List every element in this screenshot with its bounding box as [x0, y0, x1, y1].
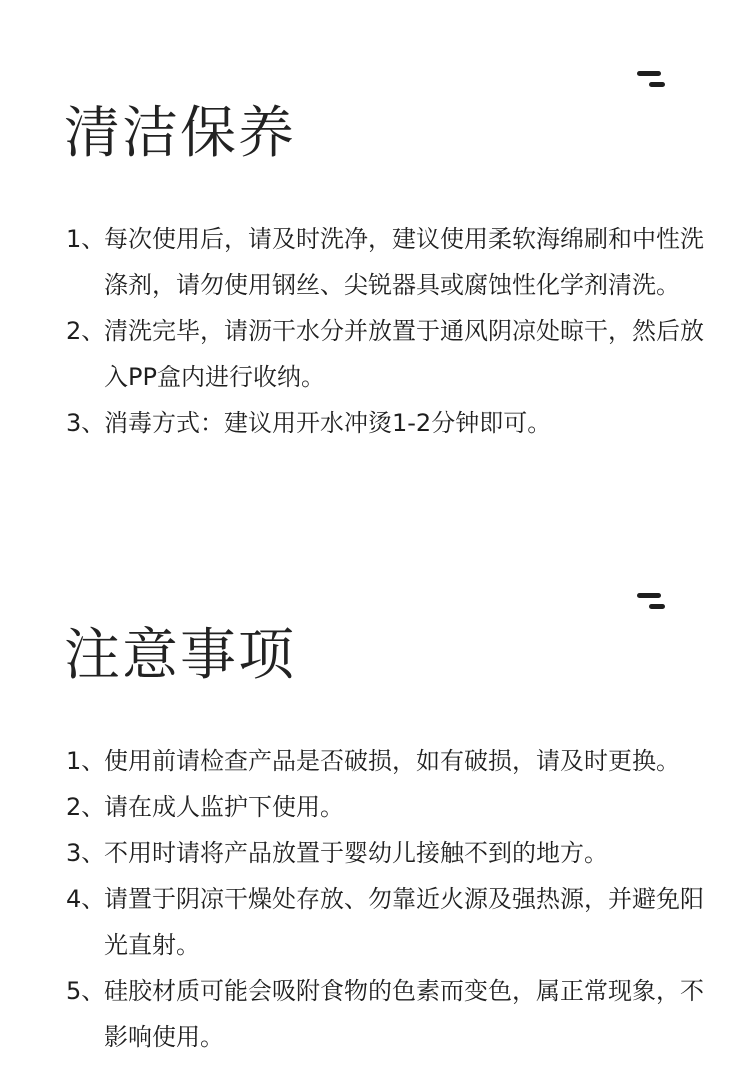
notes-item-text: 硅胶材质可能会吸附食物的色素而变色，属正常现象，不影响使用。 — [104, 977, 704, 1051]
notes-item-text: 请在成人监护下使用。 — [104, 793, 344, 821]
care-item-number: 3、 — [66, 409, 106, 437]
notes-list — [66, 738, 726, 1060]
menu-icon-bar-bottom — [649, 604, 665, 609]
care-item-1 — [66, 216, 726, 308]
menu-icon-bar-top — [637, 71, 661, 76]
notes-item-number: 5、 — [66, 977, 106, 1005]
menu-icon — [637, 592, 665, 614]
menu-icon-bar-top — [637, 593, 661, 598]
notes-item-2 — [66, 784, 726, 830]
care-item-text: 每次使用后，请及时洗净，建议使用柔软海绵刷和中性洗涤剂，请勿使用钢丝、尖锐器具或腐蚀性化学剂清洗。 — [104, 225, 704, 299]
notes-item-4 — [66, 876, 726, 968]
notes-item-text: 请置于阴凉干燥处存放、勿靠近火源及强热源，并避免阳光直射。 — [104, 885, 704, 959]
care-title: 清洁保养 — [64, 100, 296, 166]
notes-item-5 — [66, 968, 726, 1060]
care-item-number: 1、 — [66, 225, 106, 253]
care-item-text: 消毒方式：建议用开水冲烫1-2分钟即可。 — [104, 409, 552, 437]
notes-item-1 — [66, 738, 726, 784]
notes-item-3 — [66, 830, 726, 876]
menu-icon-bar-bottom — [649, 82, 665, 87]
care-item-number: 2、 — [66, 317, 106, 345]
notes-item-number: 3、 — [66, 839, 106, 867]
notes-item-number: 2、 — [66, 793, 106, 821]
menu-icon — [637, 70, 665, 92]
notes-item-number: 4、 — [66, 885, 106, 913]
notes-item-text: 不用时请将产品放置于婴幼儿接触不到的地方。 — [104, 839, 608, 867]
notes-item-number: 1、 — [66, 747, 106, 775]
care-item-3 — [66, 400, 726, 446]
care-list — [66, 216, 726, 446]
notes-title: 注意事项 — [64, 622, 296, 688]
care-item-text: 清洗完毕，请沥干水分并放置于通风阴凉处晾干，然后放入PP盒内进行收纳。 — [104, 317, 704, 391]
care-item-2 — [66, 308, 726, 400]
notes-item-text: 使用前请检查产品是否破损，如有破损，请及时更换。 — [104, 747, 680, 775]
